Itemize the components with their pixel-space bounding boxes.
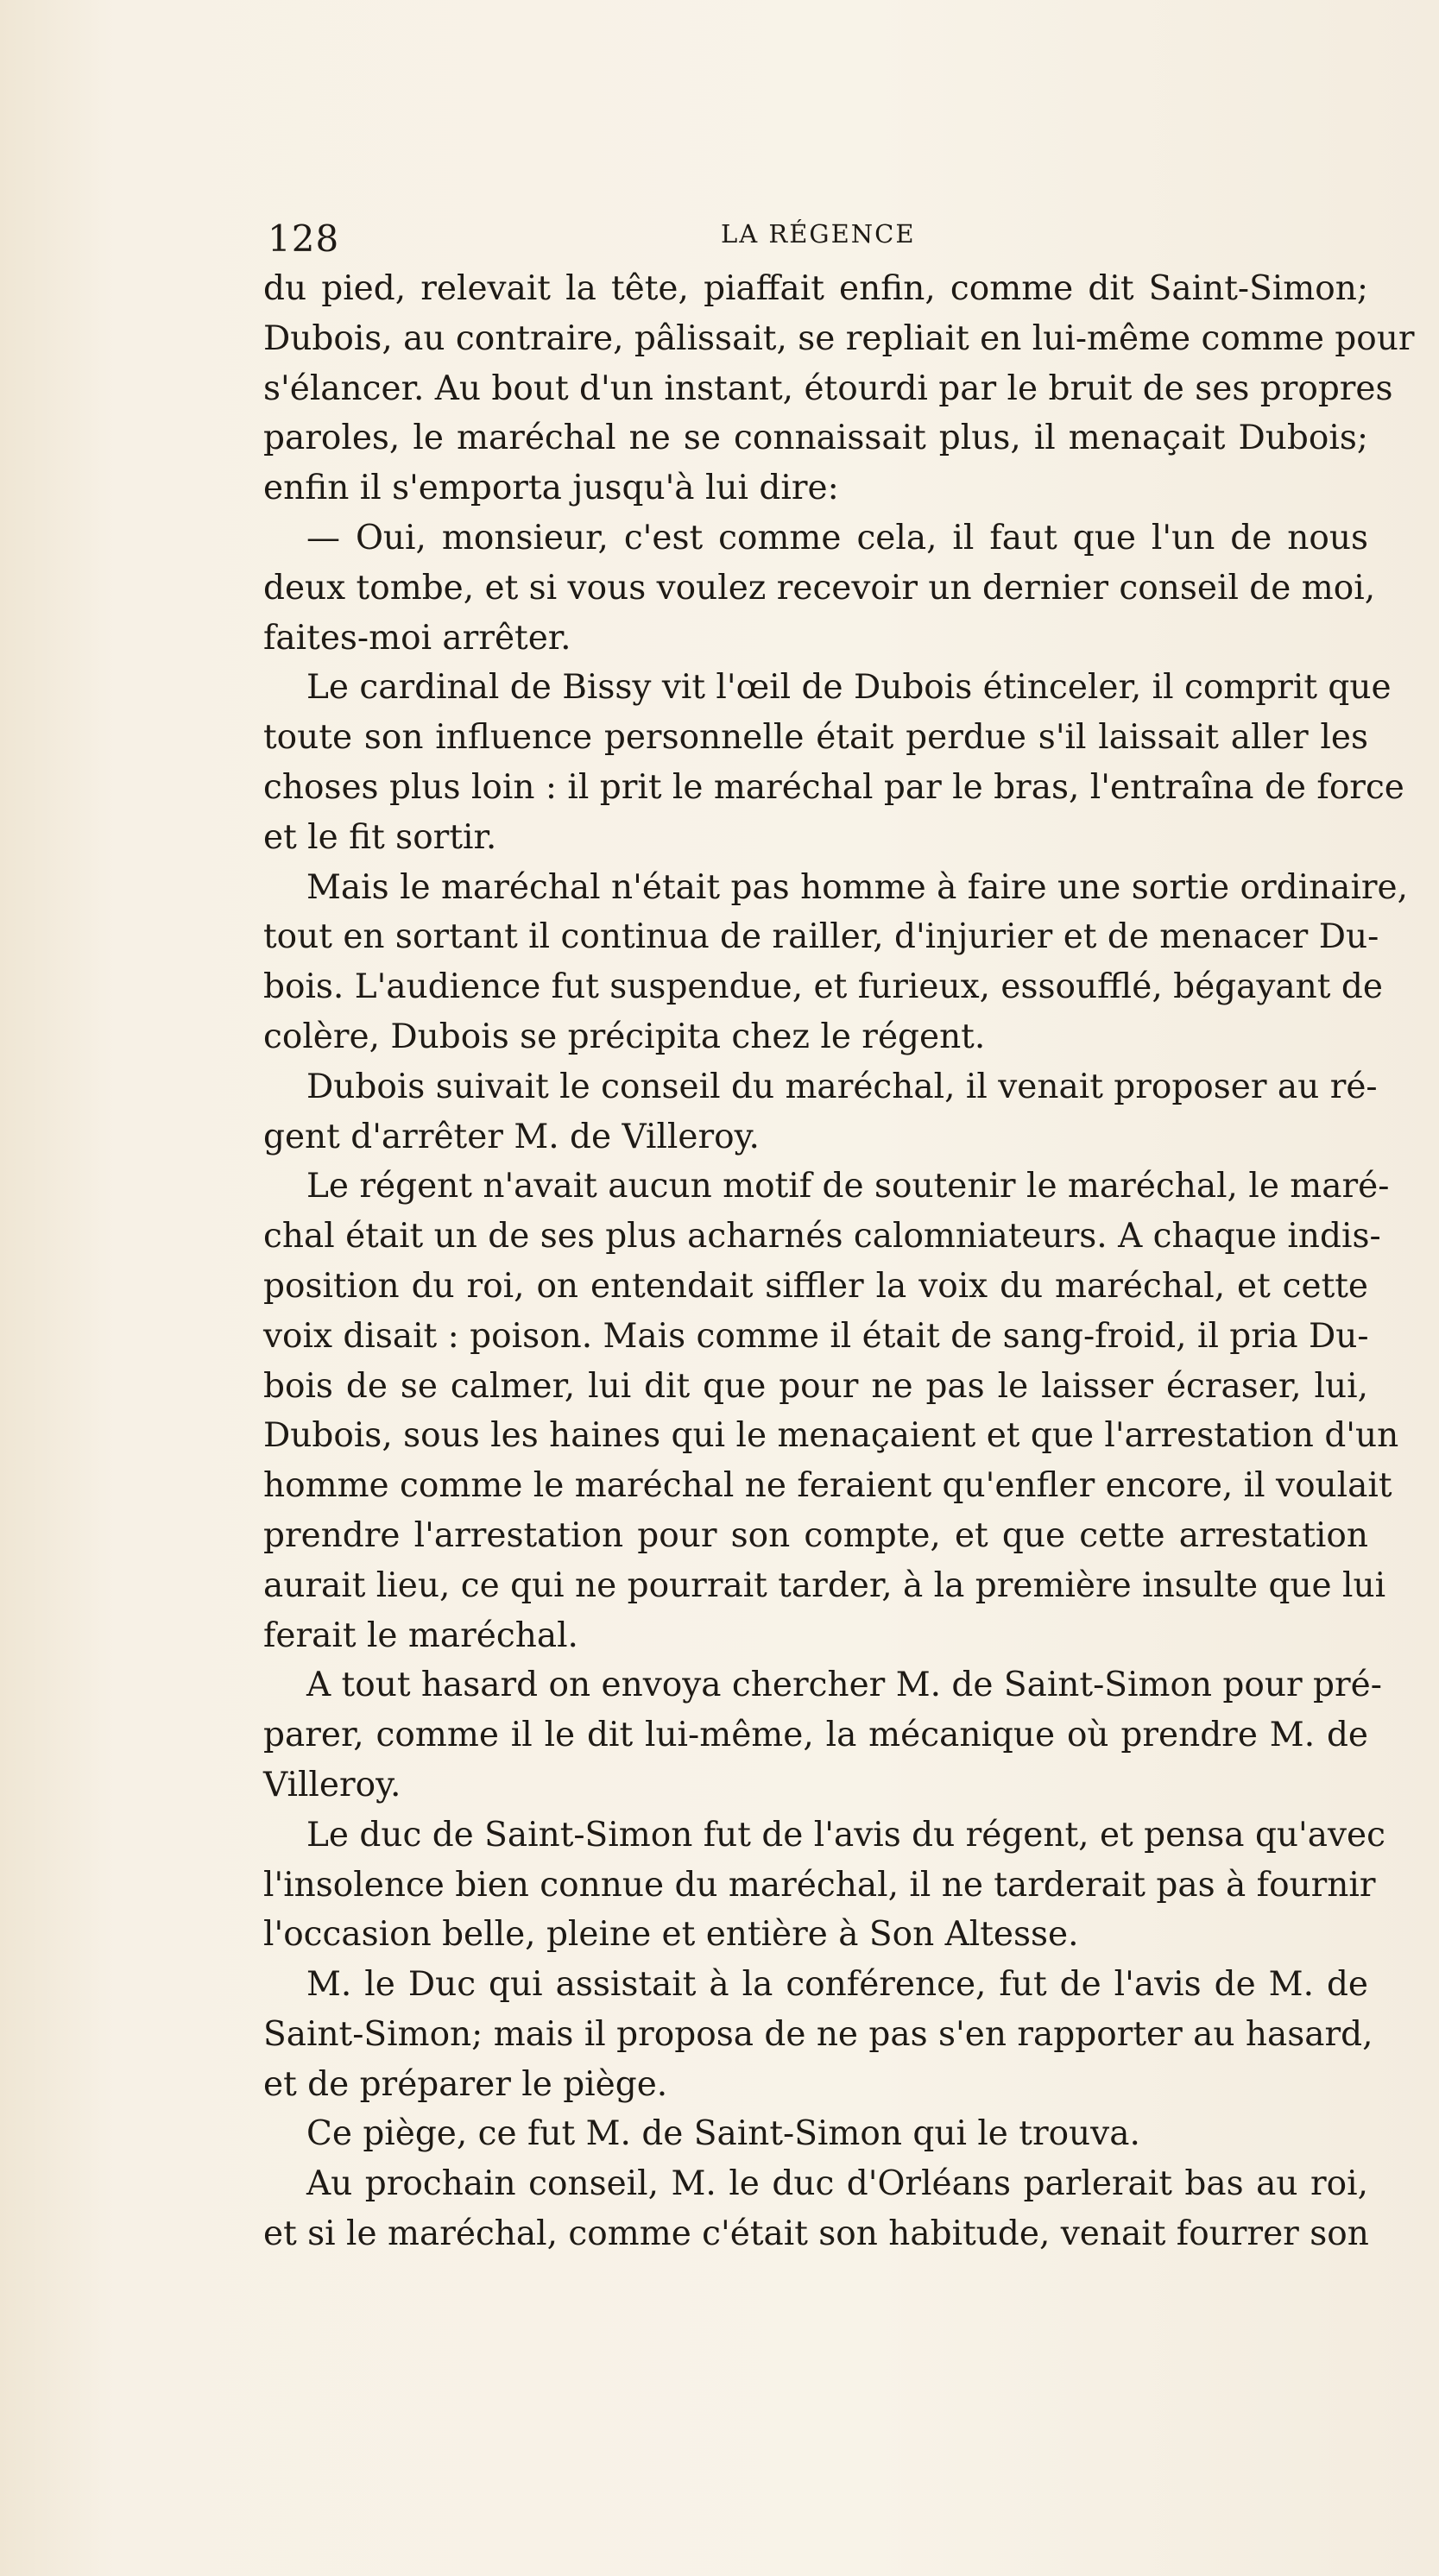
text-line: Dubois, au contraire, pâlissait, se repliait en lui-même comme pour xyxy=(263,318,1415,358)
text-line: gent d'arrêter M. de Villeroy. xyxy=(263,1117,760,1156)
text-line: Dubois, sous les haines qui le menaçaient et que l'arrestation d'un xyxy=(263,1416,1399,1456)
paragraph xyxy=(263,2109,1368,2159)
text-line: deux tombe, et si vous voulez recevoir un dernier conseil de moi, xyxy=(263,568,1376,608)
text-line: tout en sortant il continua de railler, d'injurier et de menacer Du- xyxy=(263,917,1379,957)
paragraph xyxy=(263,2159,1368,2259)
text-line: s'élancer. Au bout d'un instant, étourdi par le bruit de ses propres xyxy=(263,368,1393,408)
text-line: Saint-Simon; mais il proposa de ne pas s'en rapporter au hasard, xyxy=(263,2014,1373,2054)
paragraph xyxy=(263,1062,1378,1162)
text-line: l'insolence bien connue du maréchal, il ne tarderait pas à fournir xyxy=(263,1865,1376,1905)
body-text xyxy=(263,264,1415,2259)
text-line: enfin il s'emporta jusqu'à lui dire: xyxy=(263,469,839,508)
text-line: position du roi, on entendait siffler la voix du maréchal, et cette xyxy=(263,1266,1368,1306)
text-line: Ce piège, ce fut M. de Saint-Simon qui le trouva. xyxy=(306,2114,1140,2154)
text-line: choses plus loin : il prit le maréchal par le bras, l'entraîna de force xyxy=(263,767,1404,807)
paragraph xyxy=(263,863,1409,1062)
text-line: bois de se calmer, lui dit que pour ne pas le laisser écraser, lui, xyxy=(263,1366,1368,1406)
text-line: Mais le maréchal n'était pas homme à faire une sortie ordinaire, xyxy=(306,867,1409,907)
text-line: l'occasion belle, pleine et entière à Son Altesse. xyxy=(263,1915,1079,1955)
text-line: et si le maréchal, comme c'était son habitude, venait fourrer son xyxy=(263,2214,1369,2254)
text-line: Le duc de Saint-Simon fut de l'avis du régent, et pensa qu'avec xyxy=(306,1815,1385,1855)
text-line: prendre l'arrestation pour son compte, et que cette arrestation xyxy=(263,1515,1368,1555)
text-line: ferait le maréchal. xyxy=(263,1616,578,1655)
text-line: et de préparer le piège. xyxy=(263,2064,668,2104)
text-line: Le cardinal de Bissy vit l'œil de Dubois étinceler, il comprit que xyxy=(306,668,1392,708)
text-line: bois. L'audience fut suspendue, et furieux, essoufflé, bégayant de xyxy=(263,967,1383,1007)
text-line: du pied, relevait la tête, piaffait enfin, comme dit Saint-Simon; xyxy=(263,269,1368,308)
text-line: toute son influence personnelle était perdue s'il laissait aller les xyxy=(263,718,1368,758)
text-line: Dubois suivait le conseil du maréchal, il venait proposer au ré- xyxy=(306,1067,1378,1106)
paragraph xyxy=(263,1811,1385,1960)
page-header xyxy=(268,211,1390,271)
text-line: M. le Duc qui assistait à la conférence, fut de l'avis de M. de xyxy=(306,1965,1368,2005)
text-line: faites-moi arrêter. xyxy=(263,618,571,658)
paragraph xyxy=(263,264,1415,513)
text-line: chal était un de ses plus acharnés calomniateurs. A chaque indis- xyxy=(263,1217,1381,1257)
text-line: Villeroy. xyxy=(263,1765,401,1804)
paragraph xyxy=(263,663,1404,862)
text-line: Au prochain conseil, M. le duc d'Orléans parlerait bas au roi, xyxy=(306,2164,1368,2204)
text-line: aurait lieu, ce qui ne pourrait tarder, à la première insulte que lui xyxy=(263,1565,1386,1605)
text-line: colère, Dubois se précipita chez le régent. xyxy=(263,1017,986,1056)
paragraph xyxy=(263,1162,1399,1660)
running-title: LA RÉGENCE xyxy=(721,219,916,249)
text-line: Le régent n'avait aucun motif de soutenir le maréchal, le maré- xyxy=(306,1167,1390,1206)
text-line: et le fit sortir. xyxy=(263,817,497,857)
paragraph xyxy=(263,1660,1382,1810)
text-line: — Oui, monsieur, c'est comme cela, il faut que l'un de nous xyxy=(306,518,1368,557)
paragraph xyxy=(263,513,1376,663)
text-line: homme comme le maréchal ne feraient qu'enfler encore, il voulait xyxy=(263,1466,1392,1506)
text-line: paroles, le maréchal ne se connaissait plus, il menaçait Dubois; xyxy=(263,419,1368,458)
text-line: A tout hasard on envoya chercher M. de Saint-Simon pour pré- xyxy=(306,1666,1382,1705)
text-line: voix disait : poison. Mais comme il était de sang-froid, il pria Du- xyxy=(263,1316,1369,1356)
text-line: parer, comme il le dit lui-même, la mécanique où prendre M. de xyxy=(263,1716,1368,1755)
page-number: 128 xyxy=(268,217,340,260)
paragraph xyxy=(263,1960,1373,2109)
